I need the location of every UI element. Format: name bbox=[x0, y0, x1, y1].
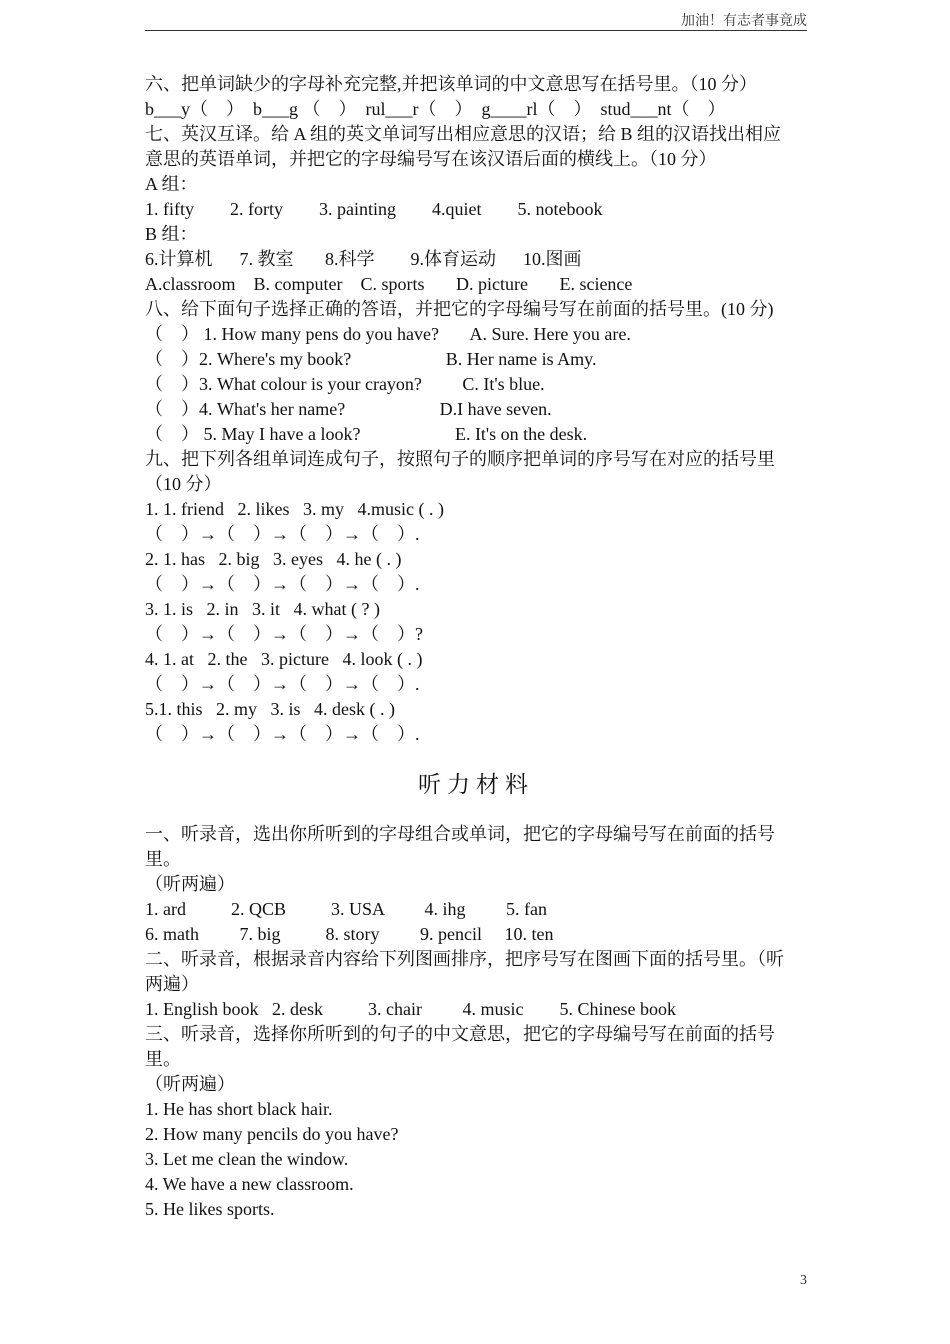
listening-part3-note: （听两遍） bbox=[145, 1074, 235, 1094]
listening-sentence: 5. He likes sports. bbox=[145, 1199, 275, 1219]
listening-part2-heading-line1: 二、听录音，根据录音内容给下列图画排序，把序号写在图画下面的括号里。（听 bbox=[145, 949, 784, 969]
group-b-label: B 组： bbox=[145, 224, 198, 244]
section9-order: （ ）→（ ）→（ ）→（ ）. bbox=[145, 674, 420, 694]
listening-part2-items: 1. English book 2. desk 3. chair 4. music 5. Chinese book bbox=[145, 999, 676, 1019]
listening-part2-heading-line2: 两遍） bbox=[145, 974, 199, 994]
section9-words: 4. 1. at 2. the 3. picture 4. look ( . ) bbox=[145, 649, 423, 669]
section8-row: （ ） 5. May I have a look? E. It's on the desk. bbox=[145, 424, 588, 444]
listening-part1-row2: 6. math 7. big 8. story 9. pencil 10. ten bbox=[145, 924, 554, 944]
group-b-items: 6.计算机 7. 教室 8.科学 9.体育运动 10.图画 bbox=[145, 249, 582, 269]
header-slogan: 加油！有志者事竟成 bbox=[681, 14, 807, 29]
group-a-items: 1. fifty 2. forty 3. painting 4.quiet 5. notebook bbox=[145, 199, 603, 219]
listening-part3-heading-line1: 三、听录音，选择你所听到的句子的中文意思，把它的字母编号写在前面的括号 bbox=[145, 1024, 775, 1044]
section9-heading-line2: （10 分） bbox=[145, 474, 222, 494]
listening-sentence: 2. How many pencils do you have? bbox=[145, 1124, 399, 1144]
section6-heading: 六、把单词缺少的字母补充完整,并把该单词的中文意思写在括号里。（10 分） bbox=[145, 74, 757, 94]
group-a-label: A 组： bbox=[145, 174, 198, 194]
listening-sentence: 3. Let me clean the window. bbox=[145, 1149, 349, 1169]
section9-words: 1. 1. friend 2. likes 3. my 4.music ( . ) bbox=[145, 499, 444, 519]
listening-sentence: 1. He has short black hair. bbox=[145, 1099, 333, 1119]
listening-part3-heading-line2: 里。 bbox=[145, 1049, 181, 1069]
section8-row: （ ） 1. How many pens do you have? A. Sure. Here you are. bbox=[145, 324, 631, 344]
listening-sentence: 4. We have a new classroom. bbox=[145, 1174, 354, 1194]
page-header bbox=[145, 10, 807, 31]
listening-part1-row1: 1. ard 2. QCB 3. USA 4. ihg 5. fan bbox=[145, 899, 547, 919]
listening-part1-heading-line2: 里。 bbox=[145, 849, 181, 869]
listening-part1-note: （听两遍） bbox=[145, 874, 235, 894]
document-body bbox=[145, 72, 815, 1222]
section9-order: （ ）→（ ）→（ ）→（ ）. bbox=[145, 524, 420, 544]
section7-heading-line2: 意思的英语单词，并把它的字母编号写在该汉语后面的横线上。（10 分） bbox=[145, 149, 717, 169]
section8-row: （ ）3. What colour is your crayon? C. It's blue. bbox=[145, 374, 545, 394]
section8-row: （ ）2. Where's my book? B. Her name is Amy. bbox=[145, 349, 597, 369]
section9-words: 3. 1. is 2. in 3. it 4. what ( ? ) bbox=[145, 599, 380, 619]
section9-heading-line1: 九、把下列各组单词连成句子，按照句子的顺序把单词的序号写在对应的括号里 bbox=[145, 449, 775, 469]
section9-words: 5.1. this 2. my 3. is 4. desk ( . ) bbox=[145, 699, 395, 719]
section9-words: 2. 1. has 2. big 3. eyes 4. he ( . ) bbox=[145, 549, 402, 569]
listening-part1-heading-line1: 一、听录音，选出你所听到的字母组合或单词，把它的字母编号写在前面的括号 bbox=[145, 824, 775, 844]
section9-order: （ ）→（ ）→（ ）→（ ）. bbox=[145, 724, 420, 744]
section8-heading: 八、给下面句子选择正确的答语，并把它的字母编号写在前面的括号里。(10 分) bbox=[145, 299, 774, 319]
section7-options: A.classroom B. computer C. sports D. picture E. science bbox=[145, 274, 633, 294]
section9-order: （ ）→（ ）→（ ）→（ ）? bbox=[145, 624, 423, 644]
section7-heading-line1: 七、英汉互译。给 A 组的英文单词写出相应意思的汉语；给 B 组的汉语找出相应 bbox=[145, 124, 782, 144]
section9-order: （ ）→（ ）→（ ）→（ ）. bbox=[145, 574, 420, 594]
section6-items: b___y（ ） b___g （ ） rul___r（ ） g____rl（ ） stud___nt（ ） bbox=[145, 99, 726, 119]
listening-title: 听力材料 bbox=[418, 772, 534, 797]
section8-row: （ ）4. What's her name? D.I have seven. bbox=[145, 399, 552, 419]
page-number: 3 bbox=[800, 1273, 807, 1288]
